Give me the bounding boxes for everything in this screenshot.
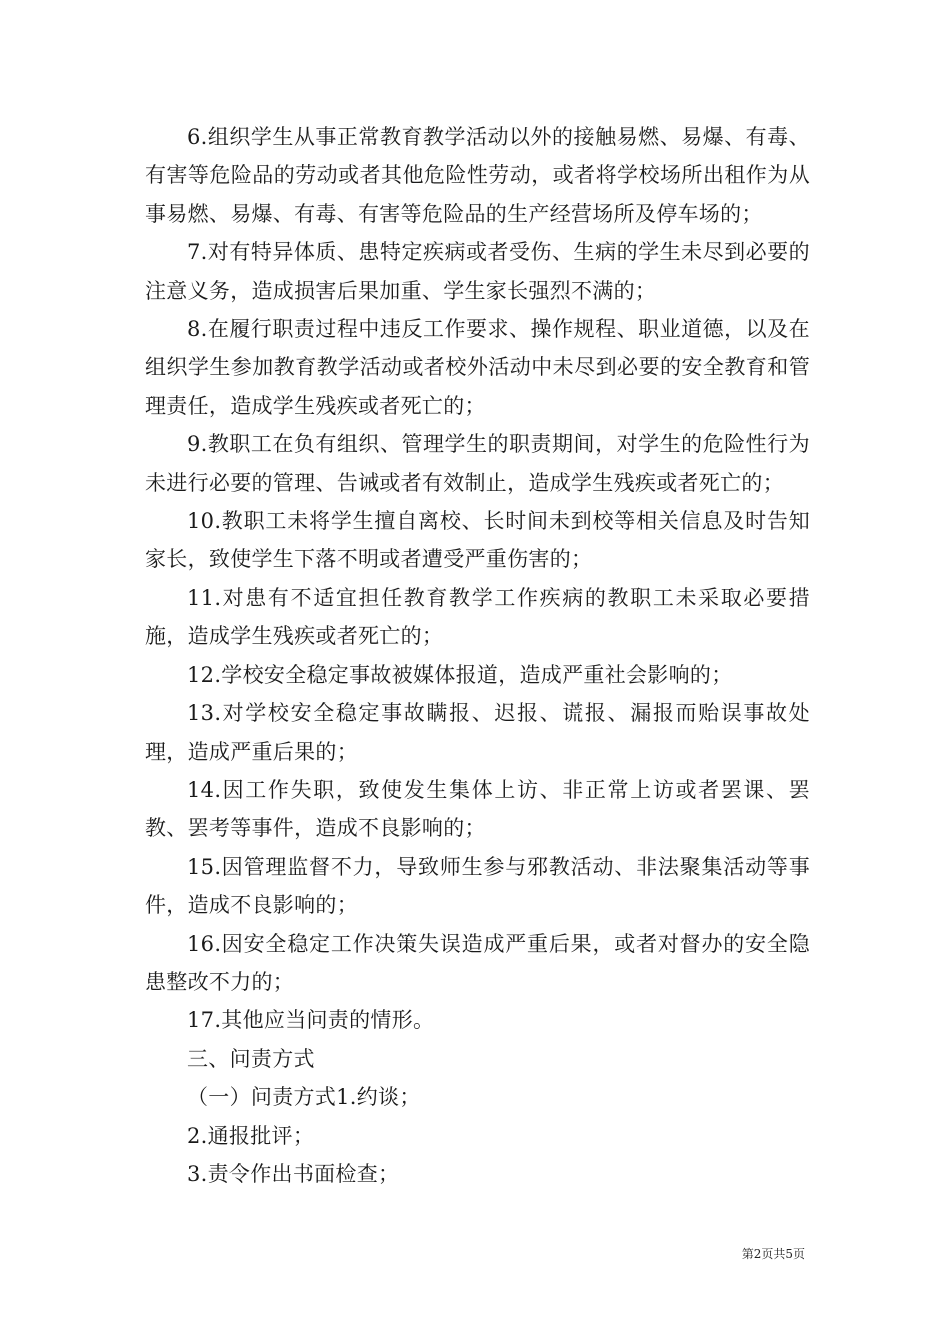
paragraph-method-3: 3.责令作出书面检查； bbox=[187, 1161, 400, 1186]
paragraph-item-12: 12.学校安全稳定事故被媒体报道，造成严重社会影响的； bbox=[187, 662, 733, 687]
paragraph-method-1: （一）问责方式1.约谈； bbox=[187, 1085, 421, 1110]
paragraph-method-2: 2.通报批评； bbox=[187, 1123, 315, 1148]
section-heading-accountability-methods: 三、问责方式 bbox=[187, 1046, 315, 1071]
paragraph-item-11: 11.对患有不适宜担任教育教学工作疾病的教职工未采取必要措施，造成学生残疾或者死亡的； bbox=[145, 585, 810, 649]
paragraph-item-7: 7.对有特异体质、患特定疾病或者受伤、生病的学生未尽到必要的注意义务，造成损害后果加重、学生家长强烈不满的； bbox=[145, 240, 810, 303]
paragraph-item-14: 14.因工作失职，致使发生集体上访、非正常上访或者罢课、罢教、罢考等事件，造成不良影响的； bbox=[145, 777, 810, 841]
paragraph-item-10: 10.教职工未将学生擅自离校、长时间未到校等相关信息及时告知家长，致使学生下落不明或者遭受严重伤害的； bbox=[145, 509, 810, 572]
paragraph-item-15: 15.因管理监督不力，导致师生参与邪教活动、非法聚集活动等事件，造成不良影响的； bbox=[145, 854, 810, 918]
paragraph-item-17: 17.其他应当问责的情形。 bbox=[187, 1008, 435, 1033]
page-number-footer: 第2页共5页 bbox=[741, 1247, 805, 1261]
paragraph-item-9: 9.教职工在负有组织、管理学生的职责期间，对学生的危险性行为未进行必要的管理、告诫或者有效制止，造成学生残疾或者死亡的； bbox=[145, 432, 810, 495]
document-body bbox=[145, 118, 810, 1193]
paragraph-item-8: 8.在履行职责过程中违反工作要求、操作规程、职业道德，以及在组织学生参加教育教学活动或者校外活动中未尽到必要的安全教育和管理责任，造成学生残疾或者死亡的； bbox=[145, 317, 810, 418]
paragraph-item-13: 13.对学校安全稳定事故瞒报、迟报、谎报、漏报而贻误事故处理，造成严重后果的； bbox=[145, 701, 810, 764]
paragraph-item-16: 16.因安全稳定工作决策失误造成严重后果，或者对督办的安全隐患整改不力的； bbox=[145, 931, 810, 994]
paragraph-item-6: 6.组织学生从事正常教育教学活动以外的接触易燃、易爆、有毒、有害等危险品的劳动或者其他危险性劳动，或者将学校场所出租作为从事易燃、易爆、有毒、有害等危险品的生产经营场所及停车场的； bbox=[145, 125, 810, 226]
